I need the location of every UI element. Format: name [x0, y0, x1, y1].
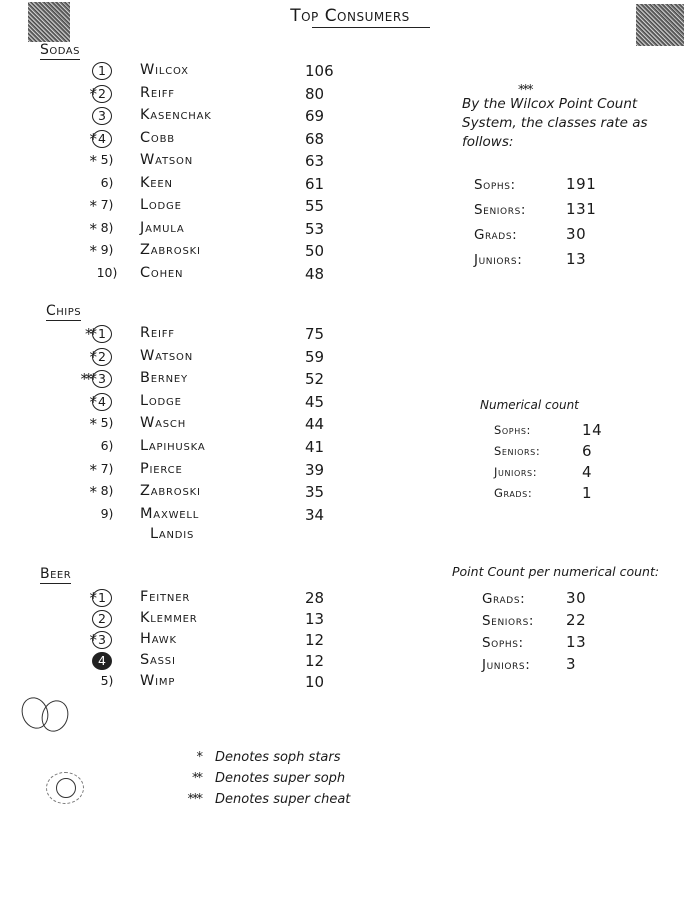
consumer-name: Wilcox [140, 62, 189, 78]
beer-row [0, 608, 420, 630]
legend-text: Denotes super cheat [215, 792, 351, 807]
consumption-value: 35 [305, 483, 325, 502]
consumption-value: 75 [305, 325, 325, 343]
chips-row [0, 368, 420, 390]
class-value: 30 [566, 589, 587, 607]
class-label: Juniors: [474, 252, 523, 268]
legend-symbol: * [196, 750, 201, 765]
rank-number: 7) [100, 197, 114, 212]
chips-row [0, 323, 420, 345]
class-label: Juniors: [494, 465, 538, 479]
beer-row [0, 629, 420, 651]
title-underline [312, 27, 430, 28]
chips-row [0, 459, 420, 481]
rank-number: 5) [100, 152, 114, 167]
consumption-value: 50 [305, 242, 325, 260]
legend-row [192, 771, 346, 786]
consumer-name: Zabroski [140, 242, 201, 258]
beer-row [0, 587, 420, 609]
class-value: 131 [566, 200, 597, 218]
consumer-name: Lapihuska [140, 438, 206, 454]
class-label: Grads: [482, 591, 526, 607]
consumer-name: Reiff [140, 325, 175, 341]
rank-number: 4 [92, 393, 112, 411]
numerical-count-heading: Numerical count [480, 398, 579, 412]
point-per-count-row [482, 633, 587, 651]
consumption-value: 13 [305, 610, 325, 628]
consumption-value: 48 [305, 264, 325, 283]
rank-number: 1 [92, 62, 112, 80]
chips-row [0, 504, 420, 542]
class-label: Sophs: [474, 177, 516, 193]
star-mark: * [89, 460, 94, 479]
wilcox-system-note [462, 83, 677, 152]
consumer-name: Kasenchak [140, 107, 212, 123]
star-mark: * [89, 197, 94, 215]
consumer-name: Watson [140, 347, 194, 364]
consumer-name: Sassi [140, 652, 176, 668]
legend-row [196, 750, 341, 765]
legend-row [187, 792, 351, 807]
consumption-value: 39 [305, 460, 325, 479]
consumer-name: Hawk [140, 631, 177, 647]
class-value: 13 [566, 633, 587, 651]
rank-number: 5) [100, 673, 114, 688]
wilcox-stars: *** [518, 83, 532, 98]
consumer-name: Watson [140, 152, 194, 168]
class-value: 13 [566, 250, 587, 268]
consumption-value: 59 [305, 347, 325, 366]
class-value: 1 [582, 484, 593, 502]
star-mark: * [89, 589, 94, 607]
class-label: Grads: [474, 227, 518, 243]
class-value: 3 [566, 655, 577, 673]
numerical-count-row [494, 484, 593, 502]
numerical-count-row [494, 463, 593, 481]
wilcox-system-row [474, 175, 597, 193]
beer-row [0, 650, 420, 672]
chips-row [0, 391, 420, 413]
sodas-row [0, 173, 420, 195]
sodas-row [0, 218, 420, 240]
star-mark: *** [80, 370, 94, 389]
consumer-name: Lodge [140, 392, 182, 409]
section-label-beer: Beer [40, 566, 72, 582]
beer-row [0, 671, 420, 693]
chips-row [0, 436, 420, 458]
consumer-name: Keen [140, 174, 173, 191]
star-mark: * [89, 347, 94, 366]
sodas-row [0, 60, 420, 82]
rank-number: 3 [92, 370, 112, 388]
rank-number: 4 [92, 652, 112, 670]
consumption-value: 55 [305, 197, 325, 215]
rank-number: 1 [92, 325, 112, 343]
wilcox-system-row [474, 225, 587, 243]
numerical-count-row [494, 442, 593, 460]
rank-number: 3 [92, 631, 112, 649]
rank-number: 2 [92, 610, 112, 628]
rank-number: 5) [100, 415, 114, 431]
consumer-name: Reiff [140, 84, 175, 101]
consumption-value: 12 [305, 631, 325, 649]
class-value: 14 [582, 421, 603, 439]
wilcox-system-row [474, 200, 597, 218]
consumption-value: 106 [305, 62, 334, 80]
consumption-value: 80 [305, 84, 325, 103]
consumer-name: Jamula [140, 219, 185, 236]
consumption-value: 69 [305, 107, 325, 125]
consumption-value: 10 [305, 673, 325, 691]
rank-number: 9) [100, 242, 114, 257]
rank-number: 8) [100, 483, 114, 499]
rank-number: 10) [96, 264, 118, 280]
sodas-row [0, 240, 420, 262]
chips-row [0, 346, 420, 368]
consumption-value: 12 [305, 652, 325, 670]
consumer-name: Wimp [140, 673, 176, 689]
legend-text: Denotes super soph [215, 771, 346, 786]
consumer-name: Feitner [140, 589, 191, 605]
section-label-chips: Chips [46, 303, 82, 319]
sodas-row [0, 105, 420, 127]
wilcox-text: By the Wilcox Point Count System, the classes rate as follows: [462, 96, 648, 150]
class-value: 22 [566, 611, 587, 629]
consumption-value: 61 [305, 174, 325, 193]
star-mark: * [89, 152, 94, 170]
consumer-name: Lodge [140, 197, 182, 213]
consumer-name-second: Landis [150, 525, 195, 542]
consumption-value: 45 [305, 392, 325, 411]
chips-row [0, 481, 420, 503]
point-per-count-heading: Point Count per numerical count: [452, 564, 660, 579]
rank-number: 6) [100, 174, 114, 190]
consumer-name: Maxwell [140, 505, 200, 522]
rank-number: 4 [92, 130, 112, 148]
legend-symbol: ** [192, 771, 201, 786]
section-label-sodas: Sodas [40, 42, 80, 58]
sodas-row [0, 83, 420, 105]
consumption-value: 28 [305, 589, 325, 607]
class-label: Seniors: [474, 202, 527, 218]
star-mark: * [89, 631, 94, 649]
point-per-count-row [482, 589, 587, 607]
doodle-circle-inner [56, 778, 76, 798]
point-per-count-row [482, 611, 587, 629]
class-label: Seniors: [494, 444, 541, 458]
consumption-value: 41 [305, 438, 325, 456]
consumption-value: 68 [305, 129, 325, 148]
rank-number: 1 [92, 589, 112, 607]
rank-number: 6) [100, 438, 114, 453]
star-mark: * [89, 392, 94, 411]
consumption-value: 34 [305, 505, 325, 524]
sodas-row [0, 263, 420, 285]
class-label: Sophs: [482, 635, 524, 651]
rank-number: 2 [92, 85, 112, 103]
rank-number: 7) [100, 460, 114, 476]
chips-row [0, 413, 420, 435]
class-value: 4 [582, 463, 593, 481]
class-value: 30 [566, 225, 587, 243]
sodas-row [0, 128, 420, 150]
class-label: Sophs: [494, 423, 531, 437]
class-value: 6 [582, 442, 593, 460]
class-label: Grads: [494, 486, 533, 500]
wilcox-system-row [474, 250, 587, 268]
rank-number: 3 [92, 107, 112, 125]
star-mark: * [89, 242, 94, 260]
consumer-name: Cohen [140, 264, 184, 281]
numerical-count-row [494, 421, 603, 439]
star-mark: * [89, 483, 94, 502]
consumption-value: 53 [305, 219, 325, 238]
class-label: Seniors: [482, 613, 535, 629]
class-value: 191 [566, 175, 597, 193]
sodas-row [0, 195, 420, 217]
consumer-name: Berney [140, 370, 188, 387]
rank-number: 9) [100, 505, 114, 521]
consumer-name: Klemmer [140, 610, 198, 626]
legend-text: Denotes soph stars [215, 750, 341, 765]
consumption-value: 44 [305, 415, 325, 434]
consumer-name: Cobb [140, 129, 175, 146]
consumer-name: Zabroski [140, 483, 201, 500]
class-label: Juniors: [482, 657, 531, 673]
consumer-name: Wasch [140, 415, 187, 432]
consumer-name: Pierce [140, 460, 183, 477]
consumption-value: 52 [305, 370, 325, 389]
point-per-count-row [482, 655, 577, 673]
rank-number: 2 [92, 348, 112, 366]
star-mark: ** [85, 325, 94, 343]
rank-number: 8) [100, 219, 114, 235]
star-mark: * [89, 129, 94, 148]
star-mark: * [89, 219, 94, 238]
page-title: Top Consumers [290, 6, 410, 26]
legend-symbol: *** [187, 792, 201, 807]
star-mark: * [89, 84, 94, 103]
sodas-row [0, 150, 420, 172]
consumption-value: 63 [305, 152, 325, 170]
star-mark: * [89, 415, 94, 434]
